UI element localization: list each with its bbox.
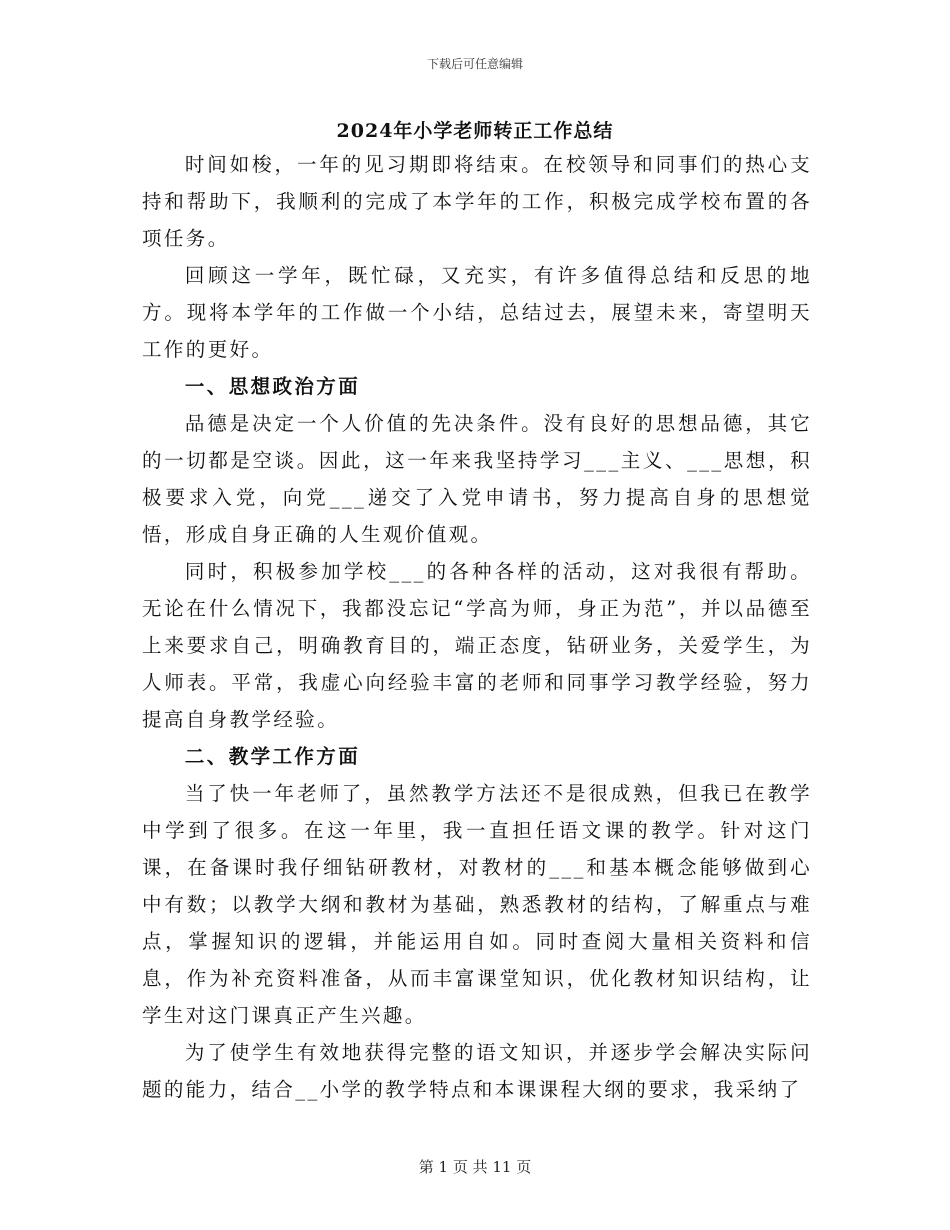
paragraph-review: 回顾这一学年，既忙碌，又充实，有许多值得总结和反思的地方。现将本学年的工作做一个小结，总结过去，展望未来，寄望明天工作的更好。: [142, 264, 812, 361]
section-heading-ideology: 一、思想政治方面: [184, 375, 361, 398]
page-title: 2024年小学老师转正工作总结: [336, 120, 614, 142]
paragraph-ideology: 品德是决定一个人价值的先决条件。没有良好的思想品德，其它的一切都是空谈。因此，这一年来我坚持学习___主义、___思想，积极要求入党，向党___递交了入党申请书，努力提高自身的思想觉悟，形成自身正确的人生观价值观。: [142, 412, 812, 546]
page-number-footer: 第 1 页 共 11 页: [418, 1158, 532, 1176]
paragraph-teaching: 当了快一年老师了，虽然教学方法还不是很成熟，但我已在教学中学到了很多。在这一年里，我一直担任语文课的教学。针对这门课，在备课时我仔细钻研教材，对教材的___和基本概念能够做到心中有数；以教学大纲和教材为基础，熟悉教材的结构，了解重点与难点，掌握知识的逻辑，并能运用自如。同时查阅大量相关资料和信息，作为补充资料准备，从而丰富课堂知识，优化教材知识结构，让学生对这门课真正产生兴趣。: [142, 782, 812, 1027]
section-heading-teaching: 二、教学工作方面: [184, 745, 361, 768]
paragraph-activities: 同时，积极参加学校___的各种各样的活动，这对我很有帮助。无论在什么情况下，我都没忘记“学高为师，身正为范”，并以品德至上来要求自己，明确教育目的，端正态度，钻研业务，关爱学生，为人师表。平常，我虚心向经验丰富的老师和同事学习教学经验，努力提高自身教学经验。: [142, 560, 812, 731]
header-note: 下载后可任意编辑: [426, 57, 523, 71]
paragraph-methods: 为了使学生有效地获得完整的语文知识，并逐步学会解决实际问题的能力，结合__小学的教学特点和本课课程大纲的要求，我采纳了: [142, 1041, 812, 1101]
paragraph-intro: 时间如梭，一年的见习期即将结束。在校领导和同事们的热心支持和帮助下，我顺利的完成了本学年的工作，积极完成学校布置的各项任务。: [142, 153, 812, 250]
document-body: [142, 146, 812, 1108]
